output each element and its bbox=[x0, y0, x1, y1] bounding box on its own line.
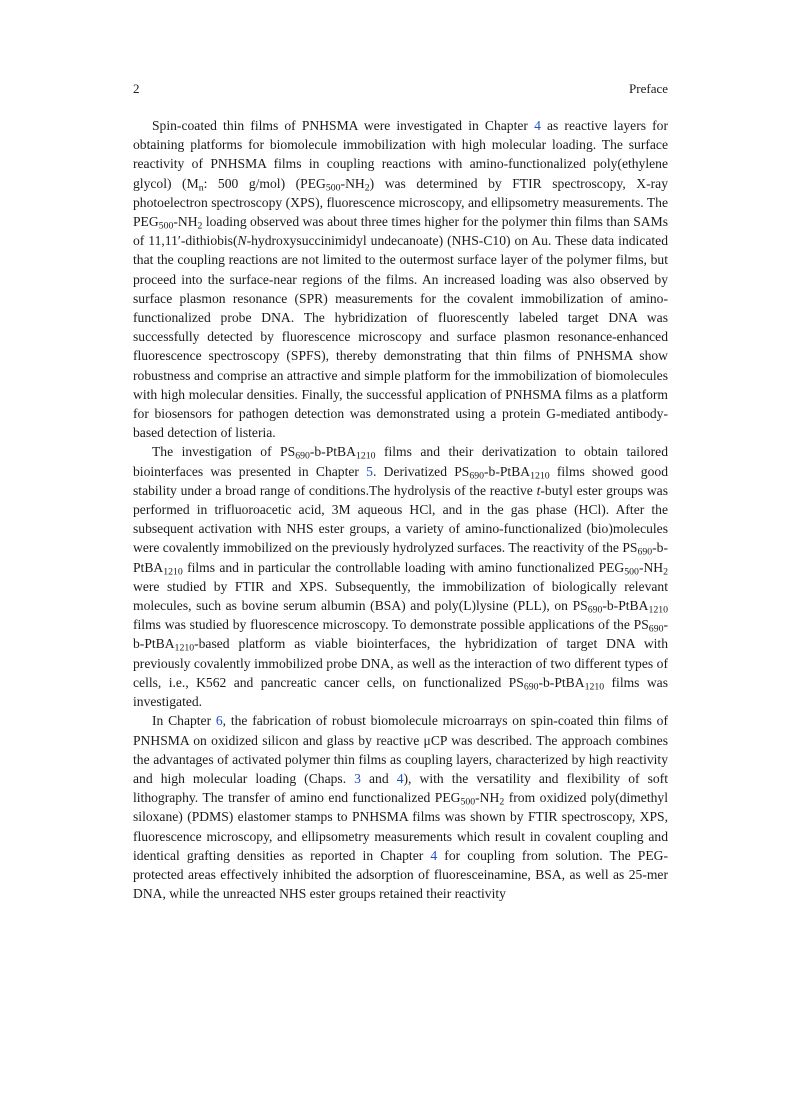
chapter-link[interactable]: 4 bbox=[430, 847, 438, 863]
page-number: 2 bbox=[133, 81, 140, 96]
chapter-link[interactable]: 6 bbox=[215, 713, 223, 729]
subscript: 2 bbox=[663, 566, 668, 578]
subscript: n bbox=[198, 182, 204, 194]
body-text bbox=[133, 116, 668, 903]
text-run: films was investigated. bbox=[133, 674, 669, 710]
text-run: -b-PtBA bbox=[538, 674, 585, 690]
italic-text: N bbox=[237, 233, 247, 249]
text-run: The investigation of PS bbox=[152, 444, 296, 460]
chapter-link[interactable]: 4 bbox=[396, 770, 404, 786]
page-header bbox=[133, 79, 668, 99]
subscript: 1210 bbox=[163, 566, 183, 578]
text-run: ), with the versatility and flexibility of soft lithography. The transfer of amino end functionalized PEG bbox=[133, 770, 668, 806]
text-run: films and their derivatization to obtain tailored biointerfaces was presented in Chapter bbox=[133, 444, 668, 479]
text-run: Spin-coated thin films of PNHSMA were investigated in Chapter bbox=[152, 118, 535, 133]
text-run: , the fabrication of robust biomolecule microarrays on spin-coated thin films of PNHSMA on oxidized silicon and glass by reactive μCP was described. The approach combines the advantages of activated polymer thin films as coupling layers, characterized by high reactivity and high molecular loading (Chaps. bbox=[133, 713, 668, 786]
subscript: 1210 bbox=[355, 450, 376, 462]
text-run: : 500 g/mol) (PEG bbox=[203, 175, 326, 191]
text-run: -NH bbox=[475, 790, 500, 806]
text-run: films and in particular the controllable loading with amino functionalized PEG bbox=[182, 559, 625, 575]
text-run: -NH bbox=[173, 214, 198, 230]
subscript: 2 bbox=[197, 220, 203, 232]
subscript: 500 bbox=[158, 220, 174, 232]
book-page bbox=[133, 0, 668, 1118]
paragraph-3 bbox=[133, 711, 668, 903]
text-run: -b-PtBA bbox=[484, 463, 531, 479]
subscript: 690 bbox=[648, 623, 664, 635]
text-run: -NH bbox=[638, 559, 664, 575]
text-run: -b-PtBA bbox=[309, 444, 356, 460]
chapter-link[interactable]: 5 bbox=[366, 463, 373, 479]
chapter-link[interactable]: 4 bbox=[534, 118, 541, 133]
subscript: 2 bbox=[364, 182, 370, 194]
text-run: . Derivatized PS bbox=[372, 463, 470, 479]
text-run: -b-PtBA bbox=[133, 617, 668, 652]
text-run: loading observed was about three times higher for the polymer thin films than SAMs of 11,11′-dithiobis( bbox=[133, 214, 668, 249]
subscript: 690 bbox=[295, 450, 310, 462]
text-run: were studied by FTIR and XPS. Subsequently, the immobilization of biologically relevant molecules, such as bovine serum albumin (BSA) and poly(L)lysine (PLL), on PS bbox=[133, 578, 668, 614]
subscript: 1210 bbox=[174, 642, 195, 654]
text-run: -b-PtBA bbox=[602, 598, 649, 614]
text-run: -b-PtBA bbox=[133, 540, 668, 575]
subscript: 1210 bbox=[530, 470, 550, 482]
text-run: films showed good stability under a broad range of conditions.The hydrolysis of the reactive bbox=[133, 463, 668, 498]
chapter-link[interactable]: 3 bbox=[354, 770, 361, 786]
subscript: 690 bbox=[637, 546, 653, 558]
text-run: for coupling from solution. The PEG-protected areas effectively inhibited the adsorption of fluoresceinamine, BSA, as well as 25-mer DNA, while the unreacted NHS ester groups retained their reactivity bbox=[133, 847, 668, 902]
subscript: 2 bbox=[499, 796, 505, 808]
subscript: 1210 bbox=[648, 604, 668, 616]
subscript: 690 bbox=[469, 470, 485, 482]
subscript: 500 bbox=[624, 566, 639, 578]
running-title: Preface bbox=[629, 81, 668, 96]
italic-text: t bbox=[536, 482, 541, 498]
subscript: 1210 bbox=[584, 681, 605, 693]
subscript: 690 bbox=[587, 604, 603, 616]
text-run: -butyl ester groups was performed in trifluoroacetic acid, 3M aqueous HCl, and in the gas phase (HCl). After the subsequent activation with NHS ester groups, a variety of amino-functionalized (bio)molecules were covalently immobilized on the previously hydrolyzed surfaces. The reactivity of the PS bbox=[133, 482, 668, 556]
text-run: and bbox=[360, 770, 397, 786]
text-run: In Chapter bbox=[152, 713, 216, 729]
subscript: 500 bbox=[325, 182, 341, 194]
paragraph-1 bbox=[133, 116, 668, 442]
text-run: as reactive layers for obtaining platforms for biomolecule immobilization with high molecular loading. The surface reactivity of PNHSMA films in coupling reactions with amino-functionalized poly(ethylene glycol) (M bbox=[133, 118, 668, 191]
text-run: -NH bbox=[340, 175, 365, 191]
text-run: films was studied by fluorescence microscopy. To demonstrate possible applications of the PS bbox=[133, 617, 649, 633]
subscript: 690 bbox=[523, 681, 539, 693]
text-run: from oxidized poly(dimethyl siloxane) (PDMS) elastomer stamps to PNHSMA films was shown by FTIR spectroscopy, XPS, fluorescence microscopy, and ellipsometry measurements which result in covalent coupling and identical grafting densities as reported in Chapter bbox=[133, 790, 668, 863]
text-run: -hydroxysuccinimidyl undecanoate) (NHS-C10) on Au. These data indicated that the coupling reactions are not limited to the outermost surface layer of the polymer films, but proceed into the surface-near regions of the films. An increased loading was also observed by surface plasmon resonance (SPR) measurements for the covalent immobilization of amino-functionalized probe DNA. The hybridization of fluorescently labeled target DNA was successfully detected by fluorescence microscopy and surface plasmon resonance-enhanced fluorescence spectroscopy (SPFS), thereby demonstrating that thin films of PNHSMA show robustness and comprise an attractive and simple platform for the immobilization of biomolecules with high molecular densities. Finally, the successful application of PNHSMA films as a platform for biosensors for pathogen detection was demonstrated using a protein G-mediated antibody-based detection of listeria. bbox=[133, 233, 668, 441]
subscript: 500 bbox=[460, 796, 476, 808]
text-run: ) was determined by FTIR spectroscopy, X-ray photoelectron spectroscopy (XPS), fluorescence microscopy, and ellipsometry measurements. The PEG bbox=[133, 175, 668, 230]
paragraph-2 bbox=[133, 442, 668, 711]
text-run: -based platform as viable biointerfaces, the hybridization of target DNA with previously covalently immobilized probe DNA, as well as the interaction of two different types of cells, i.e., K562 and pancreatic cancer cells, on functionalized PS bbox=[133, 636, 668, 690]
